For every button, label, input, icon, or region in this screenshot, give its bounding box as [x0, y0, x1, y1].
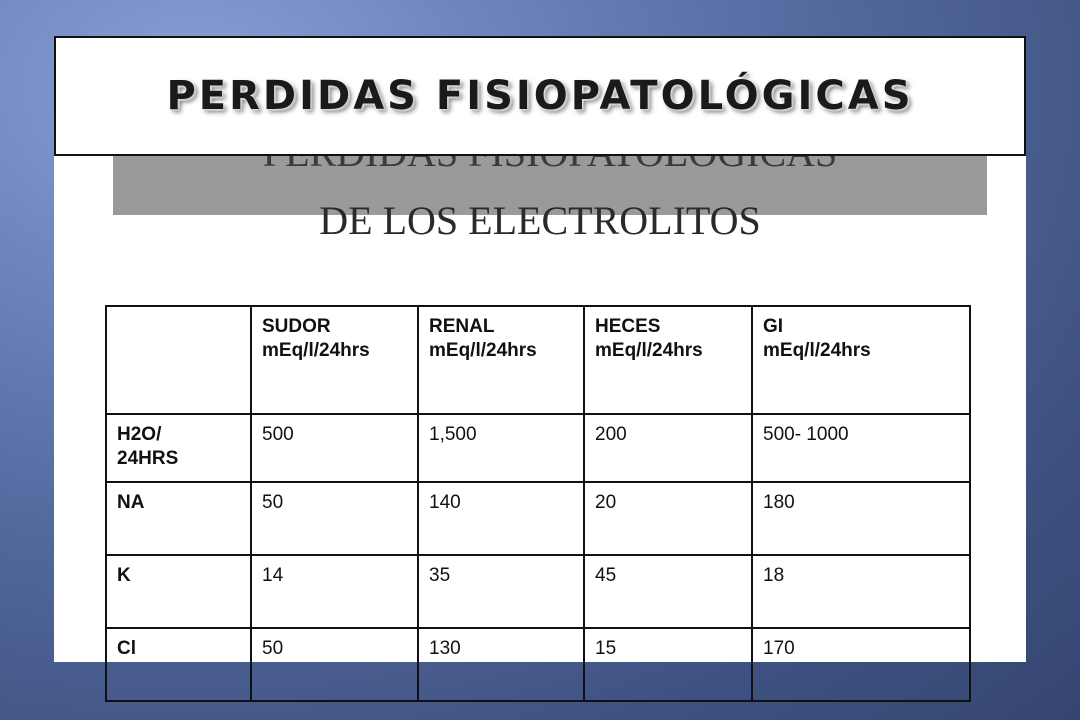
table-cell: 15 [584, 628, 752, 701]
column-name: HECES [595, 316, 661, 337]
column-header-sudor [251, 306, 418, 414]
table-corner-cell [106, 306, 251, 414]
column-header-gi [752, 306, 970, 414]
column-header-heces [584, 306, 752, 414]
column-unit: mEq/l/24hrs [262, 340, 370, 361]
slide-title-box [54, 36, 1026, 156]
table-cell: 45 [584, 555, 752, 628]
document-title-line2: DE LOS ELECTROLITOS [319, 198, 761, 243]
table-cell: 50 [251, 482, 418, 555]
row-label-h2o [106, 414, 251, 482]
column-unit: mEq/l/24hrs [595, 340, 703, 361]
column-name: GI [763, 316, 784, 337]
row-label-line1: H2O/ [117, 424, 162, 445]
table-cell: 500- 1000 [752, 414, 970, 482]
column-name: RENAL [429, 316, 495, 337]
electrolyte-loss-table [105, 305, 971, 702]
column-header-renal [418, 306, 584, 414]
table-cell: 18 [752, 555, 970, 628]
table-row [106, 555, 970, 628]
row-label-cl: Cl [106, 628, 251, 701]
table-cell: 1,500 [418, 414, 584, 482]
table-cell: 180 [752, 482, 970, 555]
table-cell: 500 [251, 414, 418, 482]
table-cell: 50 [251, 628, 418, 701]
slide-title: PERDIDAS FISIOPATOLÓGICAS [166, 73, 914, 119]
table-row [106, 628, 970, 701]
column-name: SUDOR [262, 316, 331, 337]
row-label-k: K [106, 555, 251, 628]
column-unit: mEq/l/24hrs [429, 340, 537, 361]
table-cell: 130 [418, 628, 584, 701]
column-unit: mEq/l/24hrs [763, 340, 871, 361]
table-cell: 20 [584, 482, 752, 555]
table-row [106, 482, 970, 555]
table-row [106, 414, 970, 482]
table-cell: 14 [251, 555, 418, 628]
table-cell: 140 [418, 482, 584, 555]
table-cell: 200 [584, 414, 752, 482]
table-cell: 170 [752, 628, 970, 701]
document-image [54, 155, 1026, 662]
table-header-row [106, 306, 970, 414]
row-label-na: NA [106, 482, 251, 555]
table-cell: 35 [418, 555, 584, 628]
row-label-line2: 24HRS [117, 448, 179, 469]
